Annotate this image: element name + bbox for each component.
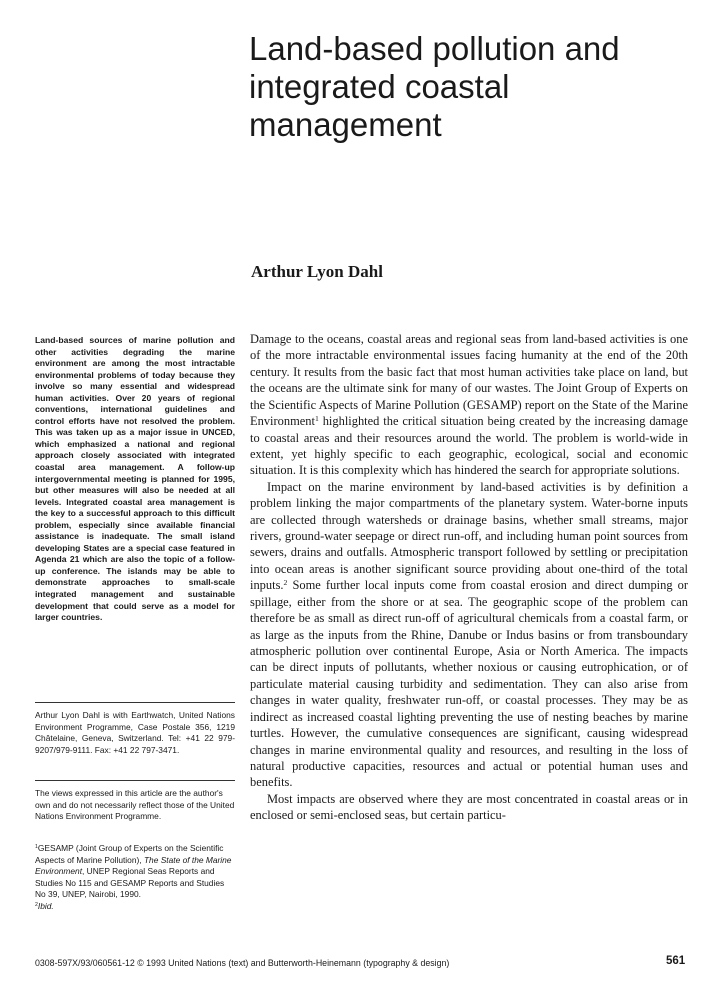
footnote-publication-title: The State of the Marine Environment (35, 854, 232, 877)
footnote-1 (35, 843, 235, 901)
author-affiliation: Arthur Lyon Dahl is with Earthwatch, United Nations Environment Programme, Case Postale 356, 1219 Châtelaine, Geneva, Switzerland. Tel: +41 22 979-9207/979-9111. Fax: +41 22 797-3471. (35, 710, 235, 755)
footnote-marker: 2 (35, 902, 38, 909)
footnotes (35, 843, 235, 913)
footnote-2 (35, 901, 235, 913)
author-name: Arthur Lyon Dahl (251, 262, 383, 281)
body-paragraph (250, 331, 688, 479)
sidebar-divider (35, 702, 235, 703)
body-paragraph: Most impacts are observed where they are most concentrated in coastal areas or in enclosed or semi-enclosed seas, but certain particu- (250, 791, 688, 823)
footnote-marker: 1 (35, 844, 38, 851)
footnote-text: , UNEP Regional Seas Reports and Studies No 115 and GESAMP Reports and Studies No 39, UNEP, Nairobi, 1990. (35, 866, 225, 900)
body-text-span: highlighted the critical situation being created by the increasing damage to coastal areas and their resources around the world. The problem is world-wide in extent, yet highly specific to each geographic, ecological, social and economic situation. It is this complexity which has hindered the search for appropriate solutions. (250, 414, 688, 478)
sidebar-divider (35, 780, 235, 781)
page-number: 561 (666, 955, 686, 967)
body-paragraph (250, 479, 688, 791)
footnote-reference: 1 (314, 413, 319, 423)
body-text-span: Some further local inputs come from coastal erosion and direct dumping or spillage, either from the shore or at sea. The geographic scope of the problem can therefore be as small as direct run-off of agricultural chemicals from a coastal farm, or as large as the inputs from the Rhine, Danube or Indus basins or from transboundary atmospheric pollution over continental Europe, Asia or North America. The impacts can be direct inputs of pollutants, whether noxious or causing eutrophication, or of particulate material causing turbidity and sedimentation. They can also arise from changes in water quality, freshwater run-off, or coastal processes. They may be as indirect as increased coastal lighting preventing the use of nesting beaches by marine turtles. However, the cumulative consequences are significant, causing widespread changes in marine environmental quality and resources, and resulting in the loss of natural productive capacities, resources and actual or potential human uses and benefits. (250, 578, 688, 790)
article-title: Land-based pollution and integrated coastal management (249, 30, 620, 143)
footnote-reference: 2 (283, 578, 288, 588)
body-text-span: Damage to the oceans, coastal areas and regional seas from land-based activities is one of the more intractable environmental issues facing humanity at the end of the 20th century. It results from the basic fact that most human activities take place on land, but the oceans are the ultimate sink for many of our wastes. The Joint Group of Experts on the Scientific Aspects of Marine Pollution (GESAMP) report on the State of the Marine Environment (250, 332, 688, 429)
footnote-text: GESAMP (Joint Group of Experts on the Scientific Aspects of Marine Pollution), (35, 843, 224, 865)
body-text (250, 331, 688, 824)
footnote-text: Ibid. (37, 900, 54, 911)
copyright-footer: 0308-597X/93/060561-12 © 1993 United Nations (text) and Butterworth-Heinemann (typography & design) (35, 958, 450, 968)
body-text-span: Impact on the marine environment by land-based activities is by definition a problem linking the major compartments of the planetary system. Water-borne inputs are collected through watersheds or drainage basins, whether small streams, major rivers, ground-water seepage or direct run-off, and including human point sources from sewers, drains and outfalls. Atmospheric transport followed by settling or precipitation into ocean areas is another significant source providing about one-third of the total inputs. (250, 479, 688, 593)
disclaimer: The views expressed in this article are the author's own and do not necessarily reflect those of the United Nations Environment Programme. (35, 788, 235, 822)
abstract: Land-based sources of marine pollution and other activities degrading the marine environment are among the most intractable environmental problems of today because they involve so many essential and widespread human activities. Over 20 years of regional conventions, international guidelines and control efforts have not resolved the problem. This was taken up as a major issue in UNCED, which emphasized a national and regional approach closely associated with integrated coastal area management. A follow-up intergovernmental meeting is planned for 1995, but other measures will also be needed at all levels. Integrated coastal area management is the key to a successful approach to this difficult problem, especially since available financial assistance is inadequate. The small island developing States are a special case featured in Agenda 21 which are also the topic of a follow-up conference. The islands may be able to demonstrate approaches to small-scale integrated management and sustainable development that could serve as a model for larger countries. (35, 335, 235, 623)
